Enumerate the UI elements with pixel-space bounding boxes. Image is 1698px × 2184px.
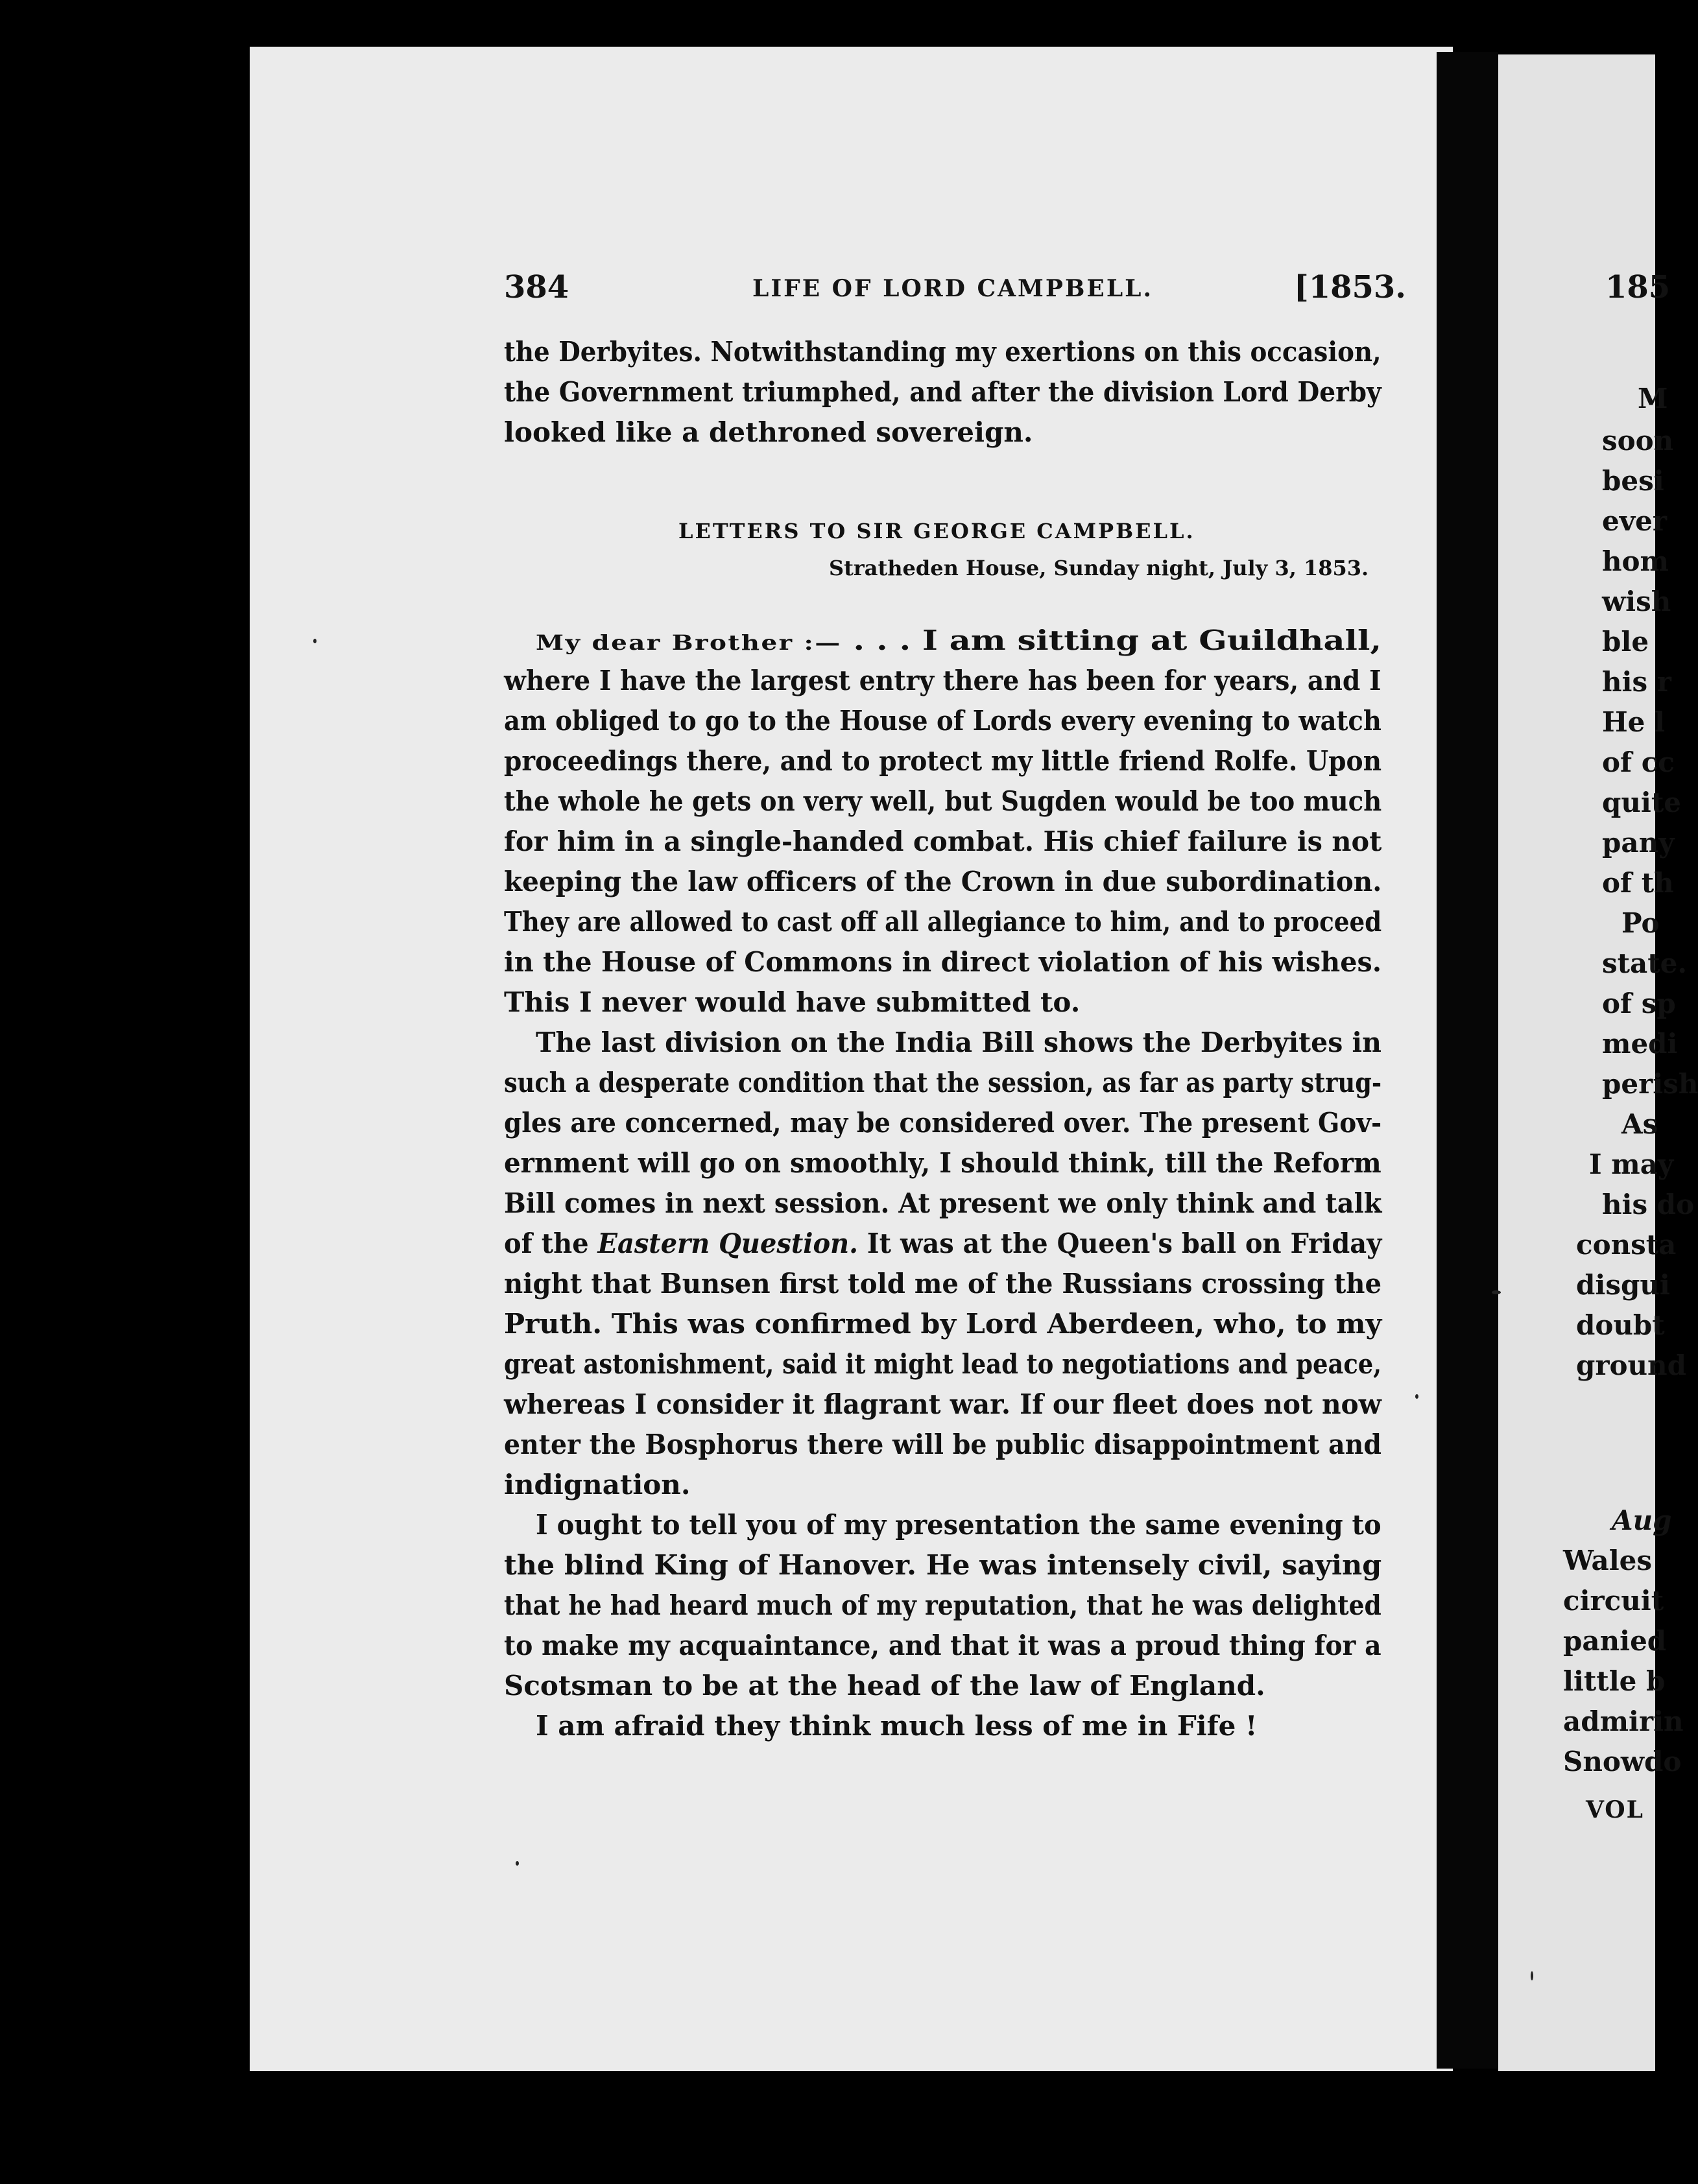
facing-line-fragment: ble: [1602, 626, 1649, 658]
facing-line-fragment: Wales: [1563, 1545, 1653, 1576]
text-line: whereas I consider it flagrant war. If our fleet does not now: [504, 1388, 1381, 1420]
text-line: They are allowed to cast off all allegiance to him, and to proceed: [504, 906, 1382, 938]
text-line: Scotsman to be at the head of the law of England.: [504, 1670, 1265, 1702]
page-gutter: [1437, 52, 1498, 2069]
letter-opening-line: [536, 624, 1381, 656]
facing-signature-mark: VOL: [1586, 1796, 1644, 1823]
facing-line-fragment: Snowdo: [1563, 1746, 1682, 1777]
text-line: ernment will go on smoothly, I should think, till the Reform: [504, 1147, 1381, 1179]
facing-line-fragment: medi: [1602, 1028, 1678, 1060]
text-line: enter the Bosphorus there will be public disappointment and: [504, 1429, 1381, 1460]
facing-line-fragment: wish: [1602, 586, 1671, 617]
letter-salutation: My dear Brother :—: [536, 630, 842, 655]
text-line: the Derbyites. Notwithstanding my exertions on this occasion,: [504, 336, 1381, 368]
facing-line-fragment: besi: [1602, 465, 1664, 497]
facing-line-fragment: of th: [1602, 867, 1674, 899]
facing-line-fragment: perish: [1602, 1068, 1698, 1100]
text-line: to make my acquaintance, and that it was a proud thing for a: [504, 1630, 1381, 1661]
text-line: I am afraid they think much less of me in Fife !: [536, 1710, 1258, 1742]
facing-page-number-fragment: 185: [1605, 269, 1671, 305]
facing-line-fragment: his r: [1602, 666, 1671, 698]
text-fragment: It was at the Queen's ball on Friday: [858, 1228, 1382, 1259]
text-line: that he had heard much of my reputation, that he was delighted: [504, 1589, 1381, 1621]
text-line: indignation.: [504, 1469, 691, 1501]
text-line: in the House of Commons in direct violation of his wishes.: [504, 946, 1382, 978]
facing-line-fragment: ever: [1602, 505, 1667, 537]
text-line: the whole he gets on very well, but Sugden would be too much: [504, 785, 1382, 817]
running-title: LIFE OF LORD CAMPBELL.: [752, 275, 1154, 302]
facing-line-fragment: state.: [1602, 947, 1688, 979]
text-line: The last division on the India Bill shows the Derbyites in: [536, 1027, 1381, 1058]
letter-opening-text: . . . I am sitting at Guildhall,: [841, 624, 1382, 656]
text-line: for him in a single-handed combat. His chief failure is not: [504, 825, 1382, 857]
facing-line-fragment: disgui: [1576, 1269, 1670, 1301]
text-line: Bill comes in next session. At present we only think and talk: [504, 1187, 1382, 1219]
running-year: [1853.: [1294, 269, 1407, 305]
facing-line-fragment: pany: [1602, 827, 1675, 859]
letter-dateline: Stratheden House, Sunday night, July 3, 1853.: [829, 556, 1369, 580]
text-line: great astonishment, said it might lead to negotiations and peace,: [504, 1348, 1382, 1380]
facing-line-fragment: I may: [1589, 1148, 1674, 1180]
text-line: gles are concerned, may be considered over. The present Gov-: [504, 1107, 1382, 1139]
facing-line-fragment: As: [1621, 1108, 1658, 1140]
facing-line-fragment: circuit: [1563, 1585, 1664, 1617]
text-line-eastern-question: [504, 1228, 1381, 1259]
text-line: am obliged to go to the House of Lords every evening to watch: [504, 705, 1381, 737]
facing-line-fragment: doubt: [1576, 1309, 1665, 1341]
text-line: keeping the law officers of the Crown in due subordination.: [504, 866, 1382, 897]
facing-line-fragment: M: [1638, 383, 1668, 414]
scan-speck: [1492, 1290, 1501, 1294]
text-line: such a desperate condition that the session, as far as party strug-: [504, 1067, 1382, 1098]
facing-line-fragment: of sp: [1602, 988, 1676, 1019]
text-line: where I have the largest entry there has been for years, and I: [504, 665, 1381, 696]
facing-line-fragment: little b: [1563, 1665, 1666, 1697]
scan-speck: [313, 639, 317, 643]
text-line: looked like a dethroned sovereign.: [504, 416, 1033, 448]
text-line: I ought to tell you of my presentation the same evening to: [536, 1509, 1381, 1541]
facing-line-fragment: consta: [1576, 1229, 1677, 1261]
facing-line-fragment: He l: [1602, 706, 1665, 738]
text-line: This I never would have submitted to.: [504, 986, 1081, 1018]
facing-line-fragment: quite: [1602, 787, 1681, 818]
scan-speck: [1415, 1394, 1418, 1399]
facing-line-fragment: admirin: [1563, 1705, 1684, 1737]
facing-line-fragment: Aug: [1612, 1504, 1672, 1536]
text-line: night that Bunsen first told me of the Russians crossing the: [504, 1268, 1382, 1300]
italic-phrase: Eastern Question.: [597, 1228, 859, 1259]
text-line: proceedings there, and to protect my little friend Rolfe. Upon: [504, 745, 1382, 777]
facing-line-fragment: soon: [1602, 425, 1674, 457]
page-number: 384: [504, 269, 569, 305]
facing-line-fragment: ground: [1576, 1349, 1686, 1381]
scan-speck: [1531, 1971, 1533, 1980]
facing-line-fragment: Po: [1621, 907, 1660, 939]
facing-line-fragment: his do: [1602, 1189, 1695, 1220]
text-line: the blind King of Hanover. He was intensely civil, saying: [504, 1549, 1382, 1581]
scan-speck: [516, 1861, 519, 1866]
text-line: the Government triumphed, and after the division Lord Derby: [504, 376, 1381, 408]
text-fragment: of the: [504, 1228, 598, 1259]
text-line: Pruth. This was confirmed by Lord Aberdeen, who, to my: [504, 1308, 1382, 1340]
facing-line-fragment: hom: [1602, 545, 1669, 577]
facing-line-fragment: of cc: [1602, 746, 1675, 778]
section-heading: LETTERS TO SIR GEORGE CAMPBELL.: [678, 519, 1195, 543]
facing-line-fragment: panied: [1563, 1625, 1667, 1657]
